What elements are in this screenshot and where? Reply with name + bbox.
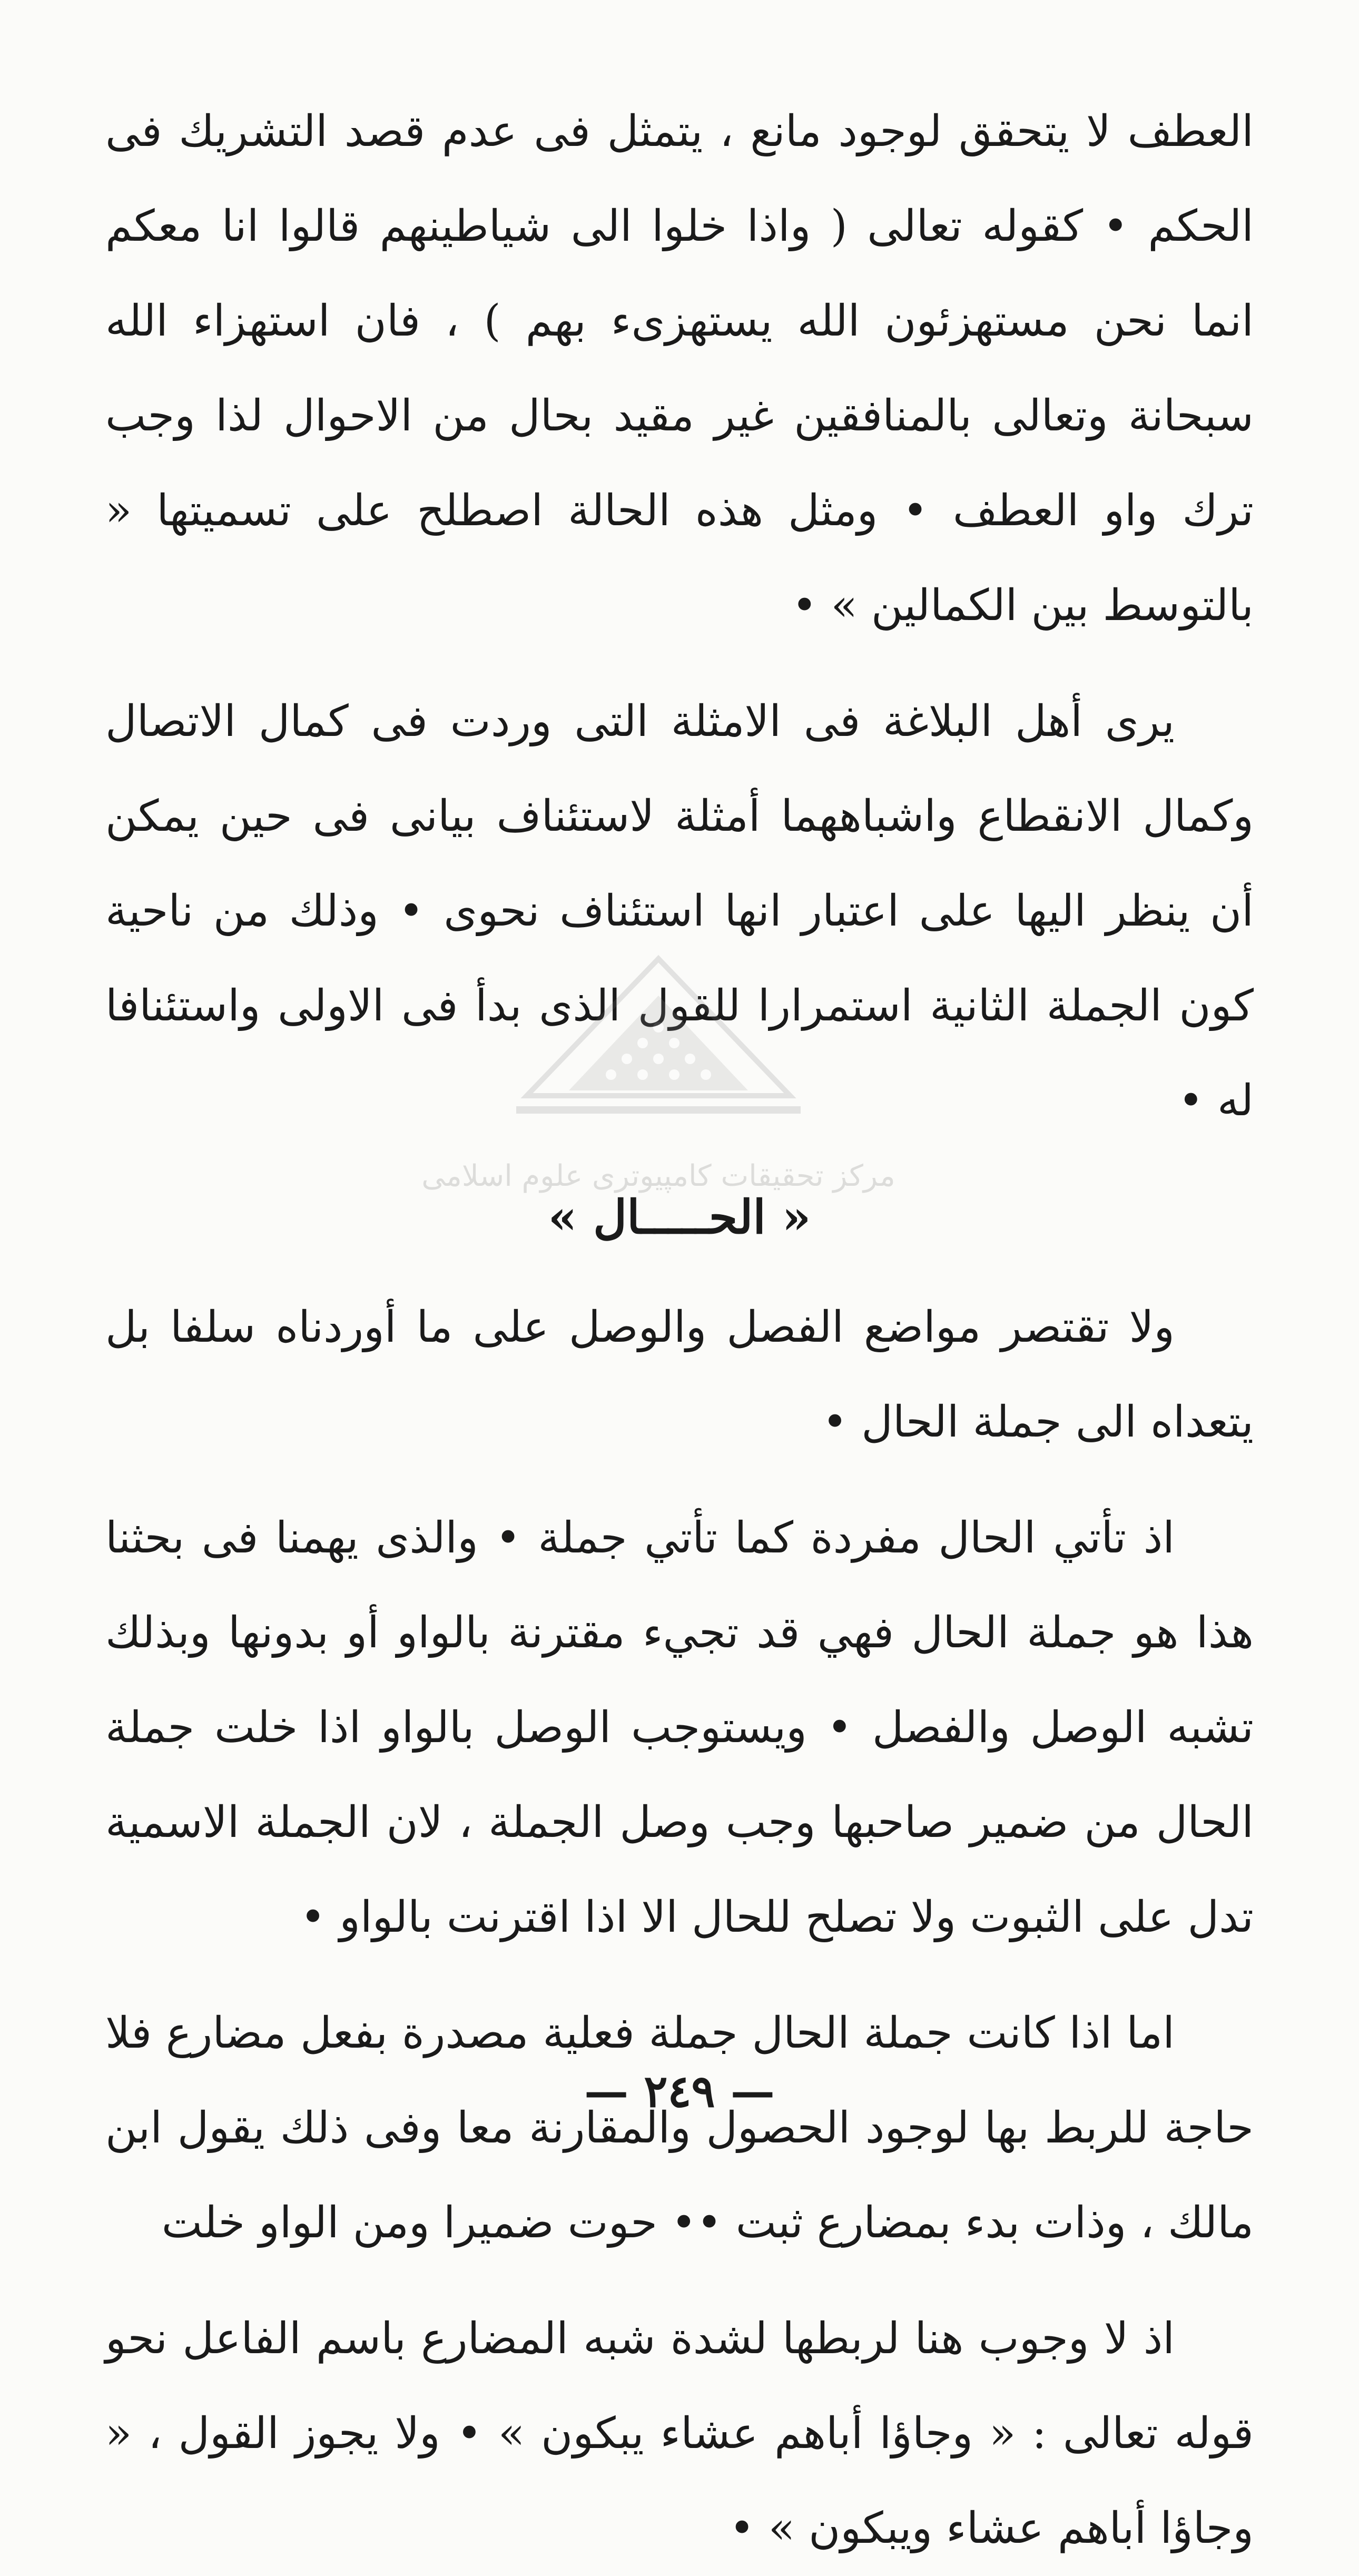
paragraph-4: اذ تأتي الحال مفردة كما تأتي جملة • والذى يهمنا فى بحثنا هذا هو جملة الحال فهي قد تجيء مقترنة بالواو أو بدونها وبذلك تشبه الوصل والفصل • ويستوجب الوصل بالواو اذا خلت جملة الحال من ضمير صاحبها وجب وصل الجملة ، لان الجملة الاسمية تدل على الثبوت ولا تصلح للحال الا اذا اقترنت بالواو • xyxy=(105,1513,1254,1942)
watermark-text: مركز تحقيقات كامپيوترى علوم اسلامى xyxy=(421,1159,895,1193)
paragraph-5: اما اذا كانت جملة الحال جملة فعلية مصدرة بفعل مضارع فلا حاجة للربط بها لوجود الحصول والمقارنة معا وفى ذلك يقول ابن مالك ، وذات بدء بمضارع ثبت •• حوت ضميرا ومن الواو خلت xyxy=(105,2008,1254,2248)
paragraph-2: يرى أهل البلاغة فى الامثلة التى وردت فى كمال الاتصال وكمال الانقطاع واشباههما أمثلة لاستئناف بيانى فى حين يمكن أن ينظر اليها على اعتبار انها استئناف نحوى • وذلك من ناحية كون الجملة الثانية استمرارا للقول الذى بدأ فى الاولى واستئنافا له • xyxy=(105,696,1254,1126)
document-page xyxy=(105,84,1254,2553)
paragraph-1: العطف لا يتحقق لوجود مانع ، يتمثل فى عدم قصد التشريك فى الحكم • كقوله تعالى ( واذا خلوا الى شياطينهم قالوا انا معكم انما نحن مستهزئون الله يستهزىء بهم ) ، فان استهزاء الله سبحانة وتعالى بالمنافقين غير مقيد بحال من الاحوال لذا وجب ترك واو العطف • ومثل هذه الحالة اصطلح على تسميتها « بالتوسط بين الكمالين » • xyxy=(105,106,1254,631)
section-heading: « الحـــــال » xyxy=(548,1189,811,1244)
paragraph-6: اذ لا وجوب هنا لربطها لشدة شبه المضارع باسم الفاعل نحو قوله تعالى : « وجاؤا أباهم عشاء يبكون » • ولا يجوز القول ، « وجاؤا أباهم عشاء ويبكون » • xyxy=(105,2314,1254,2553)
paragraph-3: ولا تقتصر مواضع الفصل والوصل على ما أوردناه سلفا بل يتعداه الى جملة الحال • xyxy=(105,1302,1254,1447)
page-number: — ٢٤٩ — xyxy=(584,2065,775,2117)
